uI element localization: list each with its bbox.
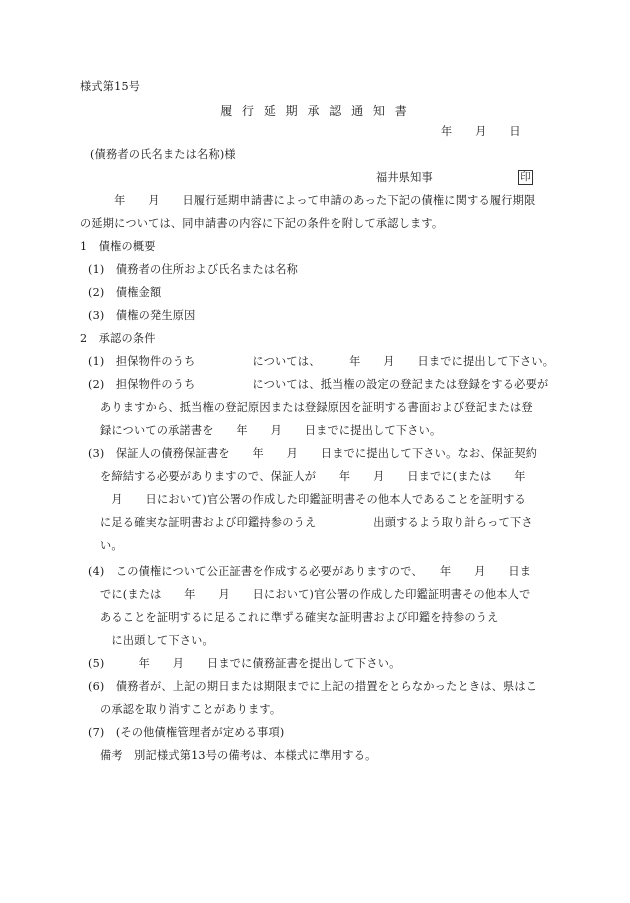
intro-line-2: の延期については、同申請書の内容に下記の条件を附して承認します。 — [80, 217, 444, 230]
section1-item-2: (2) 債権金額 — [88, 286, 162, 299]
section2-item-6-line-1: (6) 債務者が、上記の期日または期限までに上記の措置をとらなかったときは、県はこ — [88, 680, 538, 693]
section2-item-3-line-4: に足る確実な証明書および印鑑持参のうえ 出頭するよう取り計らって下さ — [100, 516, 533, 529]
section2-item-1: (1) 担保物件のうち については、 年 月 日までに提出して下さい。 — [88, 355, 555, 368]
section2-item-3-line-2: を締結する必要がありますので、保証人が 年 月 日までに(または 年 — [100, 470, 526, 483]
section1-item-1: (1) 債務者の住所および氏名または名称 — [88, 263, 299, 276]
remarks: 備考 別記様式第13号の備考は、本様式に準用する。 — [100, 749, 377, 762]
section2-item-3-line-3: 月 日において)官公署の作成した印鑑証明書その他本人であることを証明する — [100, 493, 526, 506]
section2-item-3-line-5: い。 — [100, 539, 123, 552]
section2-item-2-line-2: ありますから、抵当権の登記原因または登録原因を証明する書面および登記または登 — [100, 401, 533, 414]
addressee: (債務者の氏名または名称)様 — [90, 148, 236, 161]
section1-item-3: (3) 債権の発生原因 — [88, 309, 196, 322]
section2-item-6-line-2: の承認を取り消すことがあります。 — [100, 703, 282, 716]
section2-item-4-line-1: (4) この債権について公正証書を作成する必要がありますので、 年 月 日ま — [88, 565, 532, 578]
seal-mark: 印 — [518, 170, 533, 185]
section1-heading: 1 債権の概要 — [80, 240, 156, 253]
form-number: 様式第15号 — [80, 80, 141, 93]
section2-item-3-line-1: (3) 保証人の債務保証書を 年 月 日までに提出して下さい。なお、保証契約 — [88, 447, 538, 460]
intro-line-1: 年 月 日履行延期申請書によって申請のあった下記の債権に関する履行期限 — [80, 194, 536, 207]
issuer-name: 福井県知事 — [376, 171, 433, 184]
document-title: 履 行 延 期 承 認 通 知 書 — [220, 104, 410, 118]
section2-item-5: (5) 年 月 日までに債務証書を提出して下さい。 — [88, 657, 401, 670]
section2-item-2-line-3: 録についての承諾書を 年 月 日までに提出して下さい。 — [100, 424, 442, 437]
section2-item-7: (7) (その他債権管理者が定める事項) — [88, 726, 285, 739]
section2-heading: 2 承認の条件 — [80, 332, 156, 345]
date-line: 年 月 日 — [441, 125, 521, 138]
section2-item-2-line-1: (2) 担保物件のうち については、抵当権の設定の登記または登録をする必要が — [88, 378, 549, 391]
section2-item-4-line-2: でに(または 年 月 日において)官公署の作成した印鑑証明書その他本人で — [100, 588, 531, 601]
section2-item-4-line-3: あることを証明するに足るこれに準ずる確実な証明書および印鑑を持参のうえ — [100, 611, 499, 624]
section2-item-4-line-4: に出頭して下さい。 — [100, 634, 214, 647]
